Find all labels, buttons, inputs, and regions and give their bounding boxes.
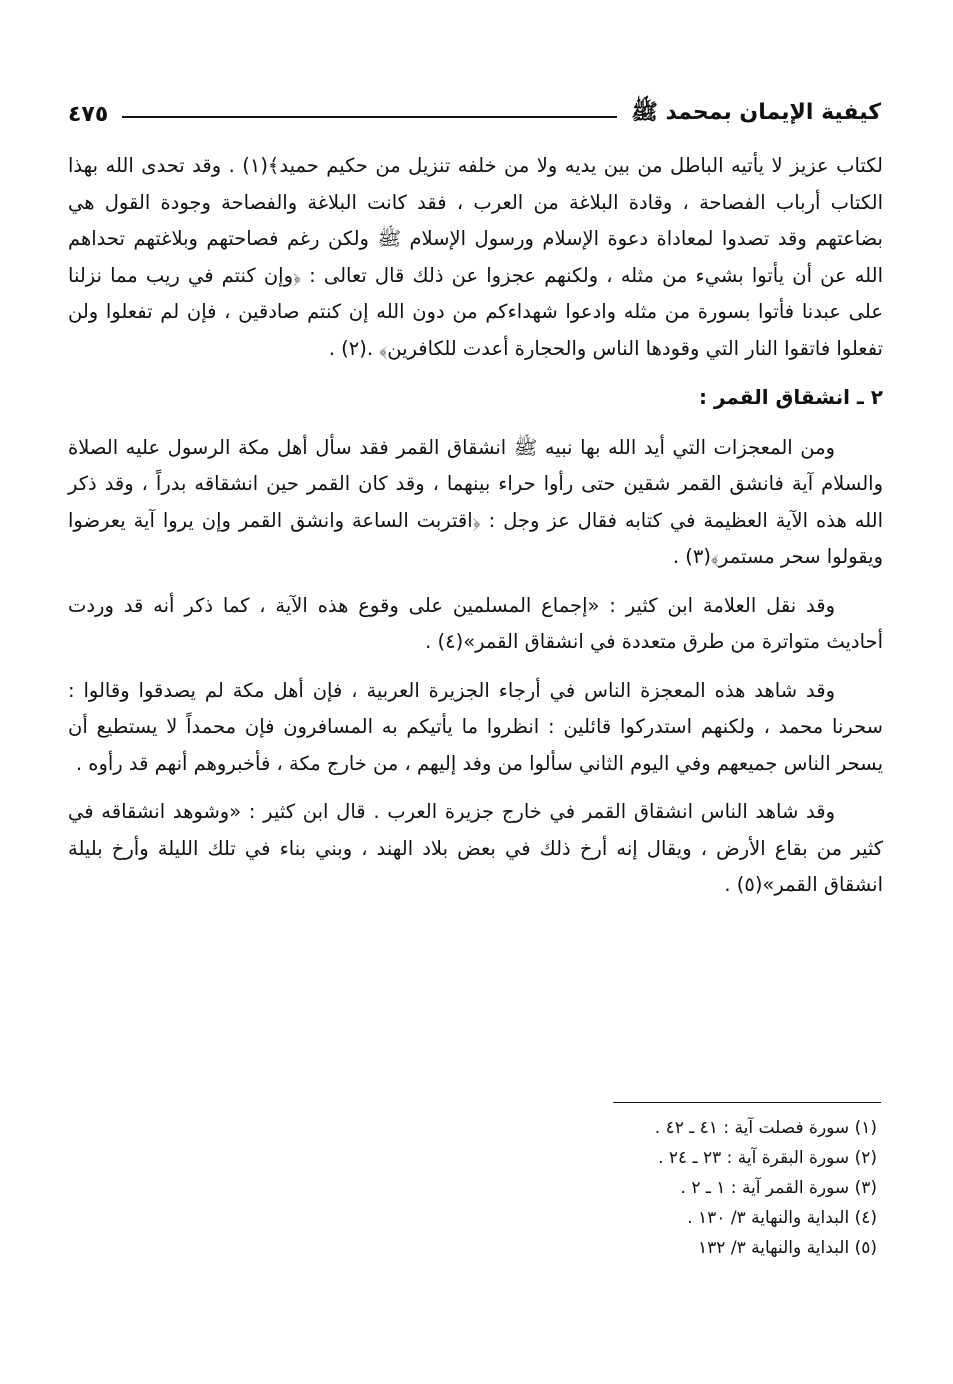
header-rule <box>122 116 617 118</box>
paragraph-witnesses: وقد شاهد هذه المعجزة الناس في أرجاء الجزيرة العربية ، فإن أهل مكة لم يصدقوا وقالوا : سحرنا محمد ، ولكنهم استدركوا قائلين : انظروا ما يأتيكم به المسافرون فإن محمداً لا يستطيع أن يسحر الناس جميعهم وفي اليوم الثاني سألوا من وفد إليهم ، من خارج مكة ، فأخبروهم أنهم قد رأوه . <box>68 678 883 775</box>
footnote-divider <box>613 1102 881 1103</box>
footnote-item: (٢) سورة البقرة آية : ٢٣ ـ ٢٤ . <box>658 1148 877 1168</box>
footnote-item: (٣) سورة القمر آية : ١ ـ ٢ . <box>680 1178 877 1198</box>
paragraph-continued: لكتاب عزيز لا يأتيه الباطل من بين يديه ولا من خلفه تنزيل من حكيم حميد﴾(١) . وقد تحدى الله بهذا الكتاب أرباب الفصاحة ، وقادة البلاغة من العرب ، فقد كانت البلاغة والفصاحة وجودة القول هي بضاعتهم وقد تصدوا لمعاداة دعوة الإسلام ورسول الإسلام ﷺ ولكن رغم فصاحتهم وبلاغتهم تحداهم الله عن أن يأتوا بشيء من مثله ، ولكنهم عجزوا عن ذلك قال تعالى : ﴿وإن كنتم في ريب مما نزلنا على عبدنا فأتوا بسورة من مثله وادعوا شهداءكم من دون الله إن كنتم صادقين ، فإن لم تفعلوا ولن تفعلوا فاتقوا النار التي وقودها الناس والحجارة أعدت للكافرين﴾ .(٢) . <box>68 154 883 360</box>
paragraph-moon-splitting: ومن المعجزات التي أيد الله بها نبيه ﷺ انشقاق القمر فقد سأل أهل مكة الرسول عليه الصلاة والسلام آية فانشق القمر شقين حتى رأوا حراء بينهما ، وقد كان القمر حين انشقاقه بدراً ، وقد ذكر الله هذه الآية العظيمة في كتابه فقال عز وجل : ﴿اقتربت الساعة وانشق القمر وإن يروا آية يعرضوا ويقولوا سحر مستمر﴾(٣) . <box>68 435 883 568</box>
running-header <box>68 94 881 134</box>
footnote-item: (١) سورة فصلت آية : ٤١ ـ ٤٢ . <box>654 1118 877 1138</box>
paragraph-ibn-kathir-consensus: وقد نقل العلامة ابن كثير : «إجماع المسلمين على وقوع هذه الآية ، كما ذكر أنه قد وردت أحاديث متواترة من طرق متعددة في انشقاق القمر»(٤) . <box>68 593 883 653</box>
page-number: ٤٧٥ <box>68 101 109 127</box>
body-text <box>68 148 883 916</box>
header-title: كيفية الإيمان بمحمد ﷺ <box>631 100 881 125</box>
section-heading: ٢ ـ انشقاق القمر : <box>698 385 883 409</box>
footnote-item: (٥) البداية والنهاية ٣/ ١٣٢ <box>698 1238 877 1258</box>
paragraph-outside-arabia: وقد شاهد الناس انشقاق القمر في خارج جزيرة العرب . قال ابن كثير : «وشوهد انشقاقه في كثير من بقاع الأرض ، ويقال إنه أرخ ذلك في بعض بلاد الهند ، وبني بناء في تلك الليلة وأرخ بليلة انشقاق القمر»(٥) . <box>68 800 883 896</box>
footnotes-list <box>477 1113 877 1263</box>
footnote-item: (٤) البداية والنهاية ٣/ ١٣٠ . <box>687 1208 877 1228</box>
